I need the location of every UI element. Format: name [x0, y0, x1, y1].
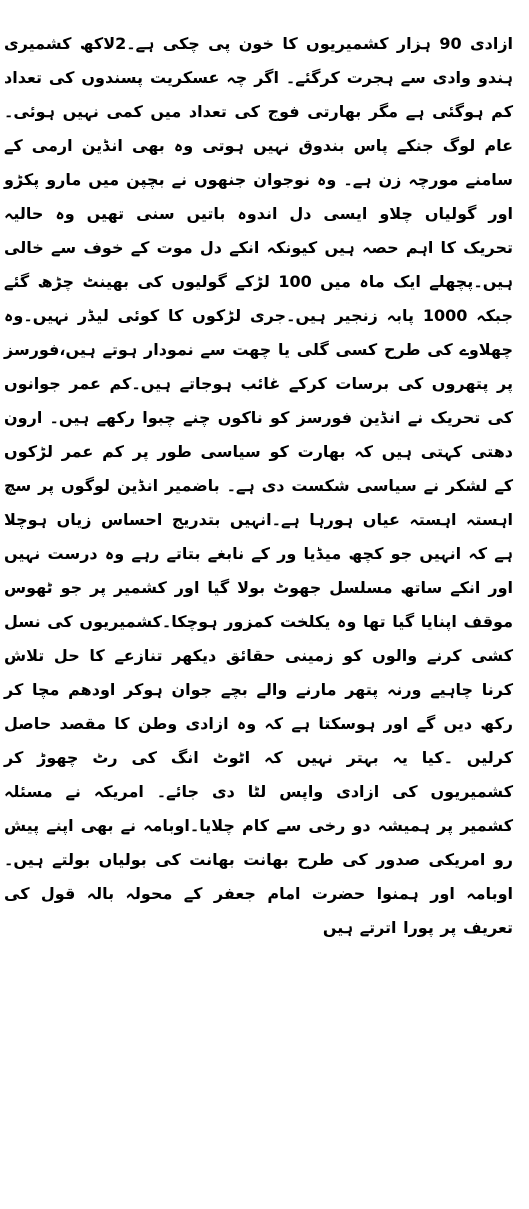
article-paragraph: ازادی 90 ہزار کشمیریوں کا خون پی چکی ہے۔2لاکھ کشمیری ہندو وادی سے ہجرت کرگئے۔ اگر چہ عسکریت پسندوں کی تعداد کم ہوگئی ہے مگر بھارتی فوج کی تعداد میں کمی نہیں ہوئی۔ عام لوگ جنکے پاس بندوق نہیں ہوتی وہ بھی انڈین ارمی کے سامنے مورچہ زن ہے۔ وہ نوجوان جنھوں نے بچپن میں مارو پکڑو اور گولیاں چلاو ایسی دل اندوہ باتیں سنی تھیں وہ حالیہ تحریک کا اہم حصہ ہیں کیونکہ انکے دل موت کے خوف سے خالی ہیں۔پچھلے ایک ماہ میں 100 لڑکے گولیوں کی بھینٹ چڑھ گئے جبکہ 1000 پابہ زنجیر ہیں۔جری لڑکوں کا کوئی لیڈر نہیں۔وہ چھلاوے کی طرح کسی گلی یا چھت سے نمودار ہوتے ہیں،فورسز پر پتھروں کی برسات کرکے غائب ہوجاتے ہیں۔کم عمر جوانوں کی تحریک نے انڈین فورسز کو ناکوں چنے چبوا رکھے ہیں۔ ارون دھتی کہتی ہیں کہ بھارت کو سیاسی طور پر کم عمر لڑکوں کے لشکر نے سیاسی شکست دی ہے۔ باضمیر انڈین لوگوں پر سچ اہستہ اہستہ عیاں ہورہا ہے۔انہیں بتدریج احساس زیاں ہوچلا ہے کہ انہیں جو کچھ میڈیا ور کے نابغے بتاتے رہے وہ درست نہیں اور انکے ساتھ مسلسل جھوٹ بولا گیا اور کشمیر پر جو ٹھوس موقف اپنایا گیا تھا وہ یکلخت کمزور ہوچکا۔کشمیریوں کی نسل کشی کرنے والوں کو زمینی حقائق دیکھر تنازعے کا حل تلاش کرنا چاہیے ورنہ پتھر مارنے والے بچے جوان ہوکر اودھم مچا کر رکھ دیں گے اور ہوسکتا ہے کہ وہ ازادی وطن کا مقصد حاصل کرلیں ۔کیا یہ بہتر نہیں کہ اٹوٹ انگ کی رٹ چھوڑ کر کشمیریوں کی ازادی واپس لٹا دی جائے۔ امریکہ نے مسئلہ کشمیر پر ہمیشہ دو رخی سے کام چلایا۔اوبامہ نے بھی اپنے پیش رو امریکی صدور کی طرح بھانت بھانت کی بولیاں بولتے ہیں۔ اوبامہ اور ہمنوا حضرت امام جعفر کے محولہ بالہ قول کی تعریف پر پورا اترتے ہیں	[4, 34, 514, 937]
